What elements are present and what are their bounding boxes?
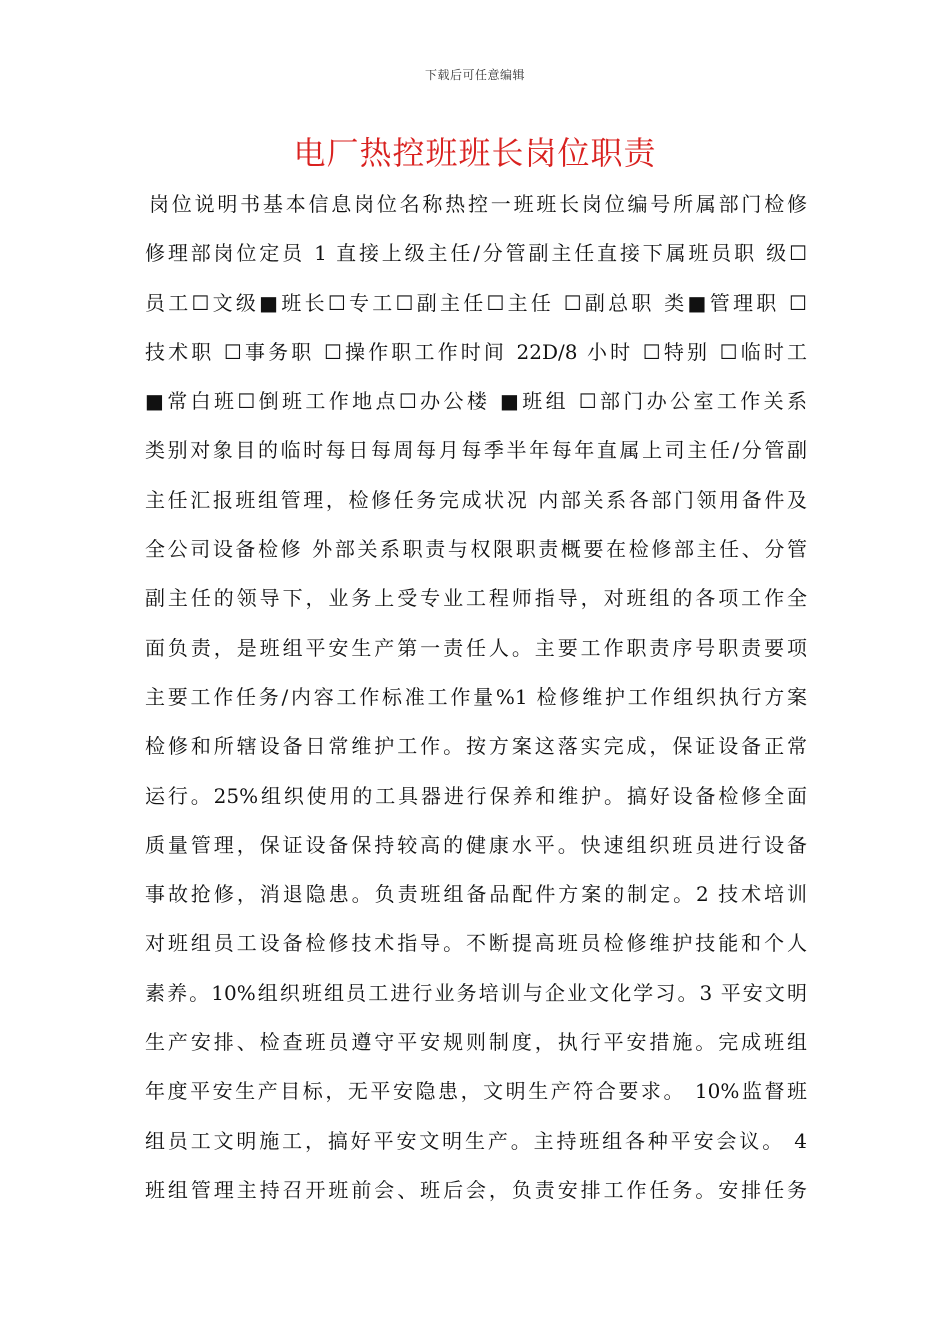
body-line: 员工☐文级■班长☐专工☐副主任☐主任 ☐副总职 类■管理职 ☐ xyxy=(145,290,807,315)
body-line: 副主任的领导下，业务上受专业工程师指导，对班组的各项工作全 xyxy=(145,586,807,611)
body-line: ■常白班☐倒班工作地点☐办公楼 ■班组 ☐部门办公室工作关系 xyxy=(145,389,807,414)
body-line: 班组管理主持召开班前会、班后会，负责安排工作任务。安排任务 xyxy=(145,1177,807,1202)
body-line: 质量管理，保证设备保持较高的健康水平。快速组织班员进行设备 xyxy=(145,832,807,857)
body-line: 检修和所辖设备日常维护工作。按方案这落实完成，保证设备正常 xyxy=(145,734,807,759)
body-line: 类别对象目的临时每日每周每月每季半年每年直属上司主任/分管副 xyxy=(145,438,807,463)
body-line: 对班组员工设备检修技术指导。不断提高班员检修维护技能和个人 xyxy=(145,931,807,956)
body-line: 面负责，是班组平安生产第一责任人。主要工作职责序号职责要项 xyxy=(145,635,807,660)
body-line: 全公司设备检修 外部关系职责与权限职责概要在检修部主任、分管 xyxy=(145,537,807,562)
body-line: 主要工作任务/内容工作标准工作量%1 检修维护工作组织执行方案 xyxy=(145,684,807,709)
page-header-note: 下载后可任意编辑 xyxy=(424,68,525,82)
body-line: 年度平安生产目标，无平安隐患，文明生产符合要求。 10%监督班 xyxy=(145,1079,807,1104)
body-line: 组员工文明施工，搞好平安文明生产。主持班组各种平安会议。 4 xyxy=(145,1128,807,1153)
body-line: 事故抢修，消退隐患。负责班组备品配件方案的制定。2 技术培训 xyxy=(145,882,807,907)
body-line: 素养。10%组织班组员工进行业务培训与企业文化学习。3 平安文明 xyxy=(145,980,807,1005)
body-line: 生产安排、检查班员遵守平安规则制度，执行平安措施。完成班组 xyxy=(145,1030,807,1055)
document-body xyxy=(145,180,807,1215)
body-line: 技术职 ☐事务职 ☐操作职工作时间 22D/8 小时 ☐特别 ☐临时工 xyxy=(145,339,807,364)
document-title: 电厂热控班班长岗位职责 xyxy=(293,134,657,172)
body-line: 岗位说明书基本信息岗位名称热控一班班长岗位编号所属部门检修 xyxy=(149,192,807,216)
body-line: 运行。25%组织使用的工具器进行保养和维护。搞好设备检修全面 xyxy=(145,783,807,808)
body-line: 主任汇报班组管理，检修任务完成状况 内部关系各部门领用备件及 xyxy=(145,487,807,512)
body-line: 修理部岗位定员 1 直接上级主任/分管副主任直接下属班员职 级☐ xyxy=(145,241,807,266)
